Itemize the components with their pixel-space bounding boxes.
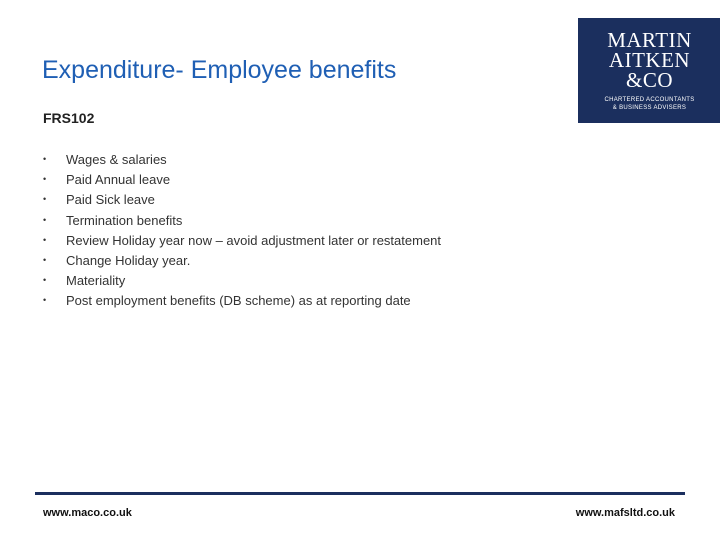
list-item-text: Review Holiday year now – avoid adjustment later or restatement [66, 232, 442, 248]
bullet-icon: • [43, 174, 47, 185]
bullet-icon: • [43, 234, 47, 245]
list-item-text: Wages & salaries [66, 152, 167, 167]
logo-line-3: &CO [625, 68, 673, 92]
company-logo [578, 18, 720, 123]
logo-line-1: MARTIN [607, 28, 692, 52]
subheading: FRS102 [43, 110, 95, 126]
bullet-icon: • [43, 254, 47, 265]
list-item-text: Change Holiday year. [66, 252, 191, 268]
list-item-text: Termination benefits [66, 212, 183, 228]
list-item-text: Paid Annual leave [66, 172, 171, 188]
slide-title: Expenditure- Employee benefits [42, 56, 397, 84]
bullet-icon: • [43, 154, 47, 164]
footer-link-mafsltd[interactable]: www.mafsltd.co.uk [575, 507, 675, 519]
logo-tagline-2: & BUSINESS ADVISERS [612, 105, 687, 111]
bullet-icon: • [43, 214, 47, 225]
bullet-icon: • [43, 295, 47, 306]
footer-divider [35, 492, 685, 495]
footer-link-maco[interactable]: www.maco.co.uk [43, 507, 132, 519]
logo-line-2: AITKEN [608, 48, 691, 72]
list-item-text: Paid Sick leave [66, 192, 155, 208]
logo-tagline-1: CHARTERED ACCOUNTANTS [604, 97, 695, 103]
bullet-icon: • [43, 275, 47, 286]
bullet-icon: • [43, 194, 47, 205]
list-item-text: Materiality [66, 273, 126, 289]
list-item-text: Post employment benefits (DB scheme) as at reporting date [66, 293, 411, 309]
